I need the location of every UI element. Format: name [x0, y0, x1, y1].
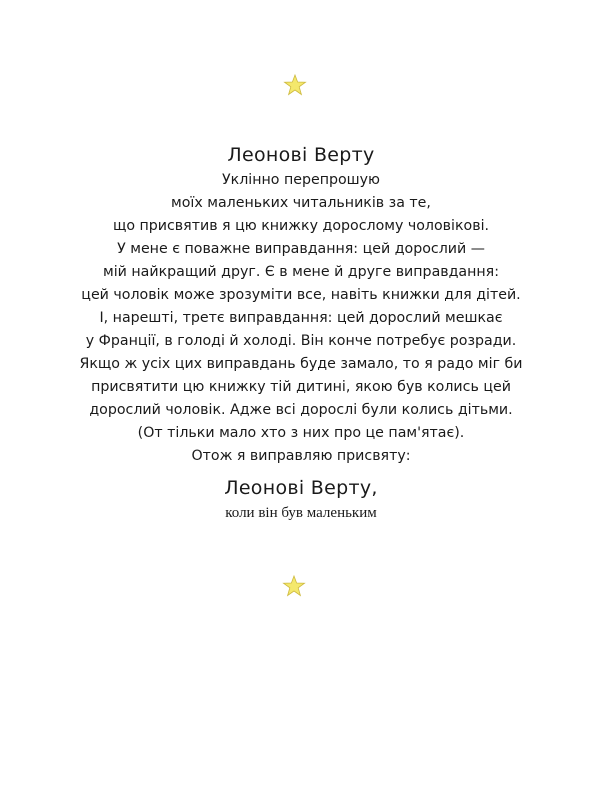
star-icon-bottom	[282, 575, 306, 597]
dedication-block	[0, 141, 602, 524]
text-line: мій найкращий друг. Є в мене й друге виправдання:	[103, 264, 499, 280]
text-line: у Франції, в голоді й холоді. Він конче потребує розради.	[85, 333, 517, 349]
text-line: У мене є поважне виправдання: цей дорослий —	[117, 241, 485, 257]
dedication-second-title: Леонові Верту,	[224, 477, 378, 499]
text-line: Уклінно перепрошую	[222, 172, 380, 188]
dedication-closing: коли він був маленьким	[225, 505, 377, 521]
dedication-text	[0, 169, 602, 468]
text-line: цей чоловік може зрозуміти все, навіть книжки для дітей.	[81, 287, 521, 303]
star-icon	[283, 74, 307, 96]
text-line: присвятити цю книжку тій дитині, якою був колись цей	[91, 379, 511, 395]
text-line: дорослий чоловік. Адже всі дорослі були колись дітьми.	[89, 402, 513, 418]
text-line: Якщо ж усіх цих виправдань буде замало, то я радо міг би	[79, 356, 523, 372]
text-line: Отож я виправляю присвяту:	[191, 448, 411, 464]
text-line: І, нарешті, третє виправдання: цей дорослий мешкає	[99, 310, 503, 326]
star-icon	[282, 575, 306, 597]
text-line: (От тільки мало хто з них про це пам'ятає).	[137, 425, 465, 441]
text-line: моїх маленьких читальників за те,	[171, 195, 431, 211]
text-line: що присвятив я цю книжку дорослому чоловікові.	[112, 218, 490, 234]
dedication-title: Леонові Верту	[227, 144, 375, 166]
star-icon-top	[283, 74, 307, 96]
